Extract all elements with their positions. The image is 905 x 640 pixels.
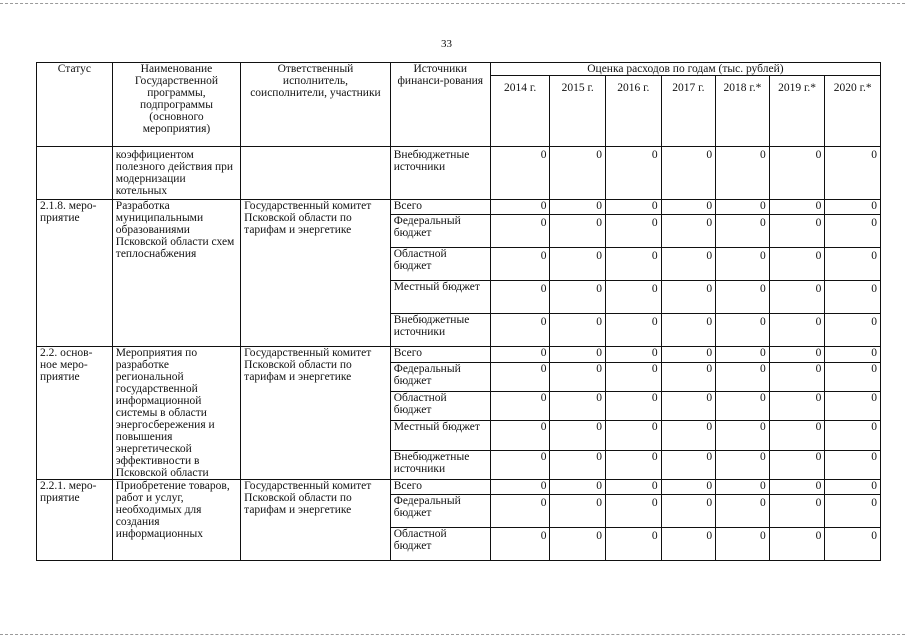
value-cell: 0 bbox=[661, 248, 716, 281]
header-name: Наименование Государственной программы, подпрограммы (основного мероприятия) bbox=[112, 63, 240, 147]
value-cell: 0 bbox=[550, 528, 606, 561]
name-cell: Разработка муниципальными образованиями Псковской области схем теплоснабжения bbox=[112, 200, 240, 347]
value-cell: 0 bbox=[716, 347, 770, 363]
value-cell: 0 bbox=[606, 347, 662, 363]
value-cell: 0 bbox=[606, 200, 662, 215]
source-cell: Областной бюджет bbox=[390, 528, 490, 561]
value-cell: 0 bbox=[825, 528, 881, 561]
value-cell: 0 bbox=[490, 215, 550, 248]
value-cell: 0 bbox=[825, 450, 881, 479]
value-cell: 0 bbox=[769, 362, 825, 391]
status-cell: 2.2.1. меро-приятие bbox=[37, 480, 113, 561]
name-cell: коэффициентом полезного действия при модернизации котельных bbox=[112, 147, 240, 200]
source-cell: Областной бюджет bbox=[390, 392, 490, 421]
value-cell: 0 bbox=[490, 281, 550, 314]
value-cell: 0 bbox=[769, 421, 825, 450]
value-cell: 0 bbox=[825, 200, 881, 215]
value-cell: 0 bbox=[825, 495, 881, 528]
value-cell: 0 bbox=[769, 450, 825, 479]
value-cell: 0 bbox=[716, 281, 770, 314]
value-cell: 0 bbox=[550, 215, 606, 248]
value-cell: 0 bbox=[606, 392, 662, 421]
value-cell: 0 bbox=[825, 392, 881, 421]
table-row bbox=[37, 480, 881, 495]
value-cell: 0 bbox=[550, 450, 606, 479]
value-cell: 0 bbox=[606, 480, 662, 495]
value-cell: 0 bbox=[490, 362, 550, 391]
executor-cell: Государственный комитет Псковской области по тарифам и энергетике bbox=[241, 347, 391, 480]
source-cell: Местный бюджет bbox=[390, 281, 490, 314]
source-cell: Федеральный бюджет bbox=[390, 215, 490, 248]
value-cell: 0 bbox=[716, 528, 770, 561]
value-cell: 0 bbox=[661, 281, 716, 314]
value-cell: 0 bbox=[825, 347, 881, 363]
value-cell: 0 bbox=[825, 147, 881, 200]
value-cell: 0 bbox=[716, 392, 770, 421]
value-cell: 0 bbox=[769, 215, 825, 248]
executor-cell: Государственный комитет Псковской области по тарифам и энергетике bbox=[241, 200, 391, 347]
value-cell: 0 bbox=[769, 314, 825, 347]
value-cell: 0 bbox=[661, 147, 716, 200]
value-cell: 0 bbox=[661, 480, 716, 495]
header-year: 2020 г.* bbox=[825, 76, 881, 147]
source-cell: Всего bbox=[390, 200, 490, 215]
header-year: 2017 г. bbox=[661, 76, 716, 147]
source-cell: Внебюджетные источники bbox=[390, 450, 490, 479]
value-cell: 0 bbox=[550, 314, 606, 347]
value-cell: 0 bbox=[769, 281, 825, 314]
header-year: 2018 г.* bbox=[716, 76, 770, 147]
value-cell: 0 bbox=[769, 495, 825, 528]
value-cell: 0 bbox=[716, 147, 770, 200]
table-row bbox=[37, 200, 881, 215]
value-cell: 0 bbox=[716, 421, 770, 450]
value-cell: 0 bbox=[769, 528, 825, 561]
source-cell: Внебюджетные источники bbox=[390, 147, 490, 200]
source-cell: Внебюджетные источники bbox=[390, 314, 490, 347]
source-cell: Местный бюджет bbox=[390, 421, 490, 450]
value-cell: 0 bbox=[550, 392, 606, 421]
value-cell: 0 bbox=[716, 314, 770, 347]
value-cell: 0 bbox=[606, 528, 662, 561]
header-sources: Источники финанси-рования bbox=[390, 63, 490, 147]
value-cell: 0 bbox=[606, 314, 662, 347]
value-cell: 0 bbox=[550, 281, 606, 314]
value-cell: 0 bbox=[825, 215, 881, 248]
value-cell: 0 bbox=[661, 450, 716, 479]
header-year: 2016 г. bbox=[606, 76, 662, 147]
header-year: 2014 г. bbox=[490, 76, 550, 147]
value-cell: 0 bbox=[550, 421, 606, 450]
value-cell: 0 bbox=[661, 528, 716, 561]
value-cell: 0 bbox=[490, 495, 550, 528]
value-cell: 0 bbox=[769, 347, 825, 363]
value-cell: 0 bbox=[490, 248, 550, 281]
source-cell: Всего bbox=[390, 347, 490, 363]
value-cell: 0 bbox=[716, 480, 770, 495]
value-cell: 0 bbox=[661, 200, 716, 215]
status-cell: 2.1.8. меро-приятие bbox=[37, 200, 113, 347]
value-cell: 0 bbox=[606, 362, 662, 391]
value-cell: 0 bbox=[490, 200, 550, 215]
value-cell: 0 bbox=[550, 147, 606, 200]
value-cell: 0 bbox=[769, 480, 825, 495]
expenditure-table bbox=[36, 62, 881, 561]
value-cell: 0 bbox=[661, 421, 716, 450]
value-cell: 0 bbox=[550, 362, 606, 391]
page-number: 33 bbox=[441, 38, 452, 50]
header-year: 2015 г. bbox=[550, 76, 606, 147]
value-cell: 0 bbox=[490, 314, 550, 347]
value-cell: 0 bbox=[769, 392, 825, 421]
value-cell: 0 bbox=[661, 362, 716, 391]
source-cell: Федеральный бюджет bbox=[390, 362, 490, 391]
value-cell: 0 bbox=[716, 362, 770, 391]
header-executor: Ответственный исполнитель, соисполнители, участники bbox=[241, 63, 391, 147]
header-costs: Оценка расходов по годам (тыс. рублей) bbox=[490, 63, 880, 76]
value-cell: 0 bbox=[716, 495, 770, 528]
value-cell: 0 bbox=[550, 347, 606, 363]
value-cell: 0 bbox=[606, 147, 662, 200]
table-row bbox=[37, 347, 881, 363]
value-cell: 0 bbox=[490, 450, 550, 479]
value-cell: 0 bbox=[606, 421, 662, 450]
value-cell: 0 bbox=[490, 347, 550, 363]
scan-edge-top bbox=[0, 3, 905, 4]
value-cell: 0 bbox=[716, 200, 770, 215]
value-cell: 0 bbox=[769, 147, 825, 200]
status-cell bbox=[37, 147, 113, 200]
value-cell: 0 bbox=[716, 248, 770, 281]
value-cell: 0 bbox=[825, 362, 881, 391]
value-cell: 0 bbox=[490, 480, 550, 495]
value-cell: 0 bbox=[490, 392, 550, 421]
scan-edge-bottom bbox=[0, 634, 905, 635]
header-row bbox=[37, 63, 881, 76]
value-cell: 0 bbox=[550, 495, 606, 528]
source-cell: Федеральный бюджет bbox=[390, 495, 490, 528]
value-cell: 0 bbox=[490, 528, 550, 561]
value-cell: 0 bbox=[606, 495, 662, 528]
name-cell: Приобретение товаров, работ и услуг, необходимых для создания информационных bbox=[112, 480, 240, 561]
value-cell: 0 bbox=[661, 495, 716, 528]
value-cell: 0 bbox=[825, 480, 881, 495]
value-cell: 0 bbox=[606, 215, 662, 248]
status-cell: 2.2. основ-ное меро-приятие bbox=[37, 347, 113, 480]
value-cell: 0 bbox=[606, 281, 662, 314]
value-cell: 0 bbox=[661, 392, 716, 421]
value-cell: 0 bbox=[769, 200, 825, 215]
source-cell: Всего bbox=[390, 480, 490, 495]
source-cell: Областной бюджет bbox=[390, 248, 490, 281]
header-status: Статус bbox=[37, 63, 113, 147]
executor-cell: Государственный комитет Псковской области по тарифам и энергетике bbox=[241, 480, 391, 561]
value-cell: 0 bbox=[661, 314, 716, 347]
value-cell: 0 bbox=[606, 450, 662, 479]
value-cell: 0 bbox=[550, 480, 606, 495]
value-cell: 0 bbox=[550, 248, 606, 281]
value-cell: 0 bbox=[825, 421, 881, 450]
value-cell: 0 bbox=[769, 248, 825, 281]
name-cell: Мероприятия по разработке региональной государственной информационной системы в области энергосбережения и повышения энергетической эффективности в Псковской области bbox=[112, 347, 240, 480]
value-cell: 0 bbox=[716, 450, 770, 479]
executor-cell bbox=[241, 147, 391, 200]
value-cell: 0 bbox=[606, 248, 662, 281]
value-cell: 0 bbox=[661, 215, 716, 248]
value-cell: 0 bbox=[661, 347, 716, 363]
value-cell: 0 bbox=[825, 281, 881, 314]
value-cell: 0 bbox=[825, 248, 881, 281]
table-row bbox=[37, 147, 881, 200]
value-cell: 0 bbox=[490, 421, 550, 450]
value-cell: 0 bbox=[825, 314, 881, 347]
value-cell: 0 bbox=[716, 215, 770, 248]
header-year: 2019 г.* bbox=[769, 76, 825, 147]
value-cell: 0 bbox=[490, 147, 550, 200]
value-cell: 0 bbox=[550, 200, 606, 215]
